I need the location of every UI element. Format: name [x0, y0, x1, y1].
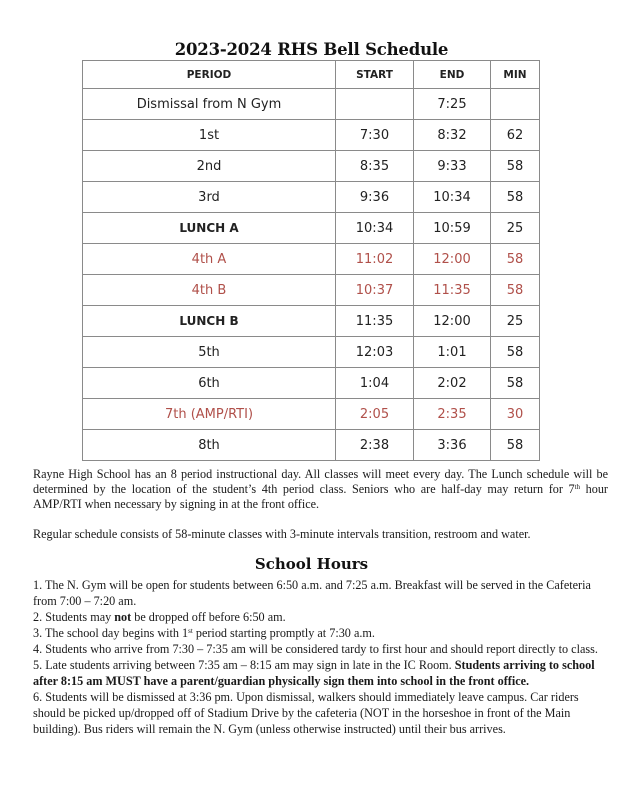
hours-item-3	[33, 625, 608, 641]
table-row	[83, 430, 540, 461]
start-cell: 10:37	[336, 275, 414, 306]
table-row	[83, 337, 540, 368]
end-cell: 12:00	[414, 306, 491, 337]
end-cell: 7:25	[414, 89, 491, 120]
start-cell	[336, 89, 414, 120]
min-cell: 58	[491, 430, 540, 461]
table-row	[83, 244, 540, 275]
period-cell: Dismissal from N Gym	[83, 89, 336, 120]
table-row	[83, 275, 540, 306]
start-cell: 1:04	[336, 368, 414, 399]
bell-schedule-table	[82, 60, 540, 461]
start-cell: 10:34	[336, 213, 414, 244]
table-row	[83, 151, 540, 182]
min-cell: 30	[491, 399, 540, 430]
header-end: END	[414, 61, 491, 89]
min-cell: 58	[491, 368, 540, 399]
start-cell: 11:35	[336, 306, 414, 337]
table-row	[83, 89, 540, 120]
period-cell: 3rd	[83, 182, 336, 213]
header-min: MIN	[491, 61, 540, 89]
item-superscript: st	[188, 627, 193, 635]
start-cell: 8:35	[336, 151, 414, 182]
table-row	[83, 182, 540, 213]
table-row	[83, 399, 540, 430]
hours-item-6: 6. Students will be dismissed at 3:36 pm. Upon dismissal, walkers should immediately leave campus. Car riders should be picked up/dropped off of Stadium Drive by the cafeteria (NOT in the horseshoe in front of the Main building). Bus riders will remain the N. Gym (unless otherwise instructed) until their bus arrives.	[33, 690, 579, 736]
period-cell: 2nd	[83, 151, 336, 182]
school-hours-list	[33, 577, 608, 737]
min-cell: 58	[491, 151, 540, 182]
min-cell: 25	[491, 306, 540, 337]
hours-item-4: 4. Students who arrive from 7:30 – 7:35 am will be considered tardy to first hour and should report directly to class.	[33, 642, 598, 656]
start-cell: 9:36	[336, 182, 414, 213]
page-title: 2023-2024 RHS Bell Schedule	[174, 40, 449, 59]
table-row	[83, 213, 540, 244]
end-cell: 8:32	[414, 120, 491, 151]
header-start: START	[336, 61, 414, 89]
item-text-cont: be dropped off before 6:50 am.	[131, 610, 286, 624]
start-cell: 7:30	[336, 120, 414, 151]
hours-item-5	[33, 657, 608, 689]
start-cell: 2:38	[336, 430, 414, 461]
end-cell: 3:36	[414, 430, 491, 461]
min-cell: 58	[491, 244, 540, 275]
item-text: 5. Late students arriving between 7:35 am – 8:15 am may sign in late in the IC Room.	[33, 658, 455, 672]
min-cell: 58	[491, 337, 540, 368]
note-text-cont: hour AMP/RTI when necessary by signing in at the front office.	[33, 482, 608, 511]
end-cell: 12:00	[414, 244, 491, 275]
period-cell: LUNCH B	[83, 306, 336, 337]
end-cell: 2:02	[414, 368, 491, 399]
min-cell: 25	[491, 213, 540, 244]
school-hours-title: School Hours	[254, 555, 369, 573]
min-cell: 62	[491, 120, 540, 151]
end-cell: 10:59	[414, 213, 491, 244]
table-header-row	[83, 61, 540, 89]
regular-schedule-note: Regular schedule consists of 58-minute classes with 3-minute intervals transition, restroom and water.	[33, 527, 531, 541]
period-cell: 1st	[83, 120, 336, 151]
schedule-note	[33, 467, 608, 512]
hours-item-1: 1. The N. Gym will be open for students between 6:50 a.m. and 7:25 a.m. Breakfast will be served in the Cafeteria from 7:00 – 7:20 am.	[33, 578, 591, 608]
min-cell: 58	[491, 275, 540, 306]
min-cell	[491, 89, 540, 120]
period-cell: 5th	[83, 337, 336, 368]
item-text-cont: period starting promptly at 7:30 a.m.	[192, 626, 375, 640]
period-cell: LUNCH A	[83, 213, 336, 244]
end-cell: 9:33	[414, 151, 491, 182]
min-cell: 58	[491, 182, 540, 213]
hours-item-2	[33, 609, 608, 625]
end-cell: 11:35	[414, 275, 491, 306]
header-period: PERIOD	[83, 61, 336, 89]
start-cell: 11:02	[336, 244, 414, 275]
table-row	[83, 120, 540, 151]
period-cell: 6th	[83, 368, 336, 399]
note-superscript: th	[574, 483, 581, 491]
period-cell: 7th (AMP/RTI)	[83, 399, 336, 430]
item-emphasis: not	[114, 610, 132, 624]
item-text: 3. The school day begins with 1	[33, 626, 189, 640]
item-text: 2. Students may	[33, 610, 115, 624]
start-cell: 12:03	[336, 337, 414, 368]
end-cell: 10:34	[414, 182, 491, 213]
table-row	[83, 368, 540, 399]
end-cell: 2:35	[414, 399, 491, 430]
period-cell: 8th	[83, 430, 336, 461]
end-cell: 1:01	[414, 337, 491, 368]
item-emphasis: Students arriving to school after 8:15 am MUST have a parent/guardian physically sign them into school in the front office.	[33, 658, 595, 688]
start-cell: 2:05	[336, 399, 414, 430]
period-cell: 4th A	[83, 244, 336, 275]
table-row	[83, 306, 540, 337]
period-cell: 4th B	[83, 275, 336, 306]
note-text: Rayne High School has an 8 period instructional day. All classes will meet every day. The Lunch schedule will be determined by the location of the student’s 4th period class. Seniors who are half-day may return for 7	[33, 467, 608, 496]
